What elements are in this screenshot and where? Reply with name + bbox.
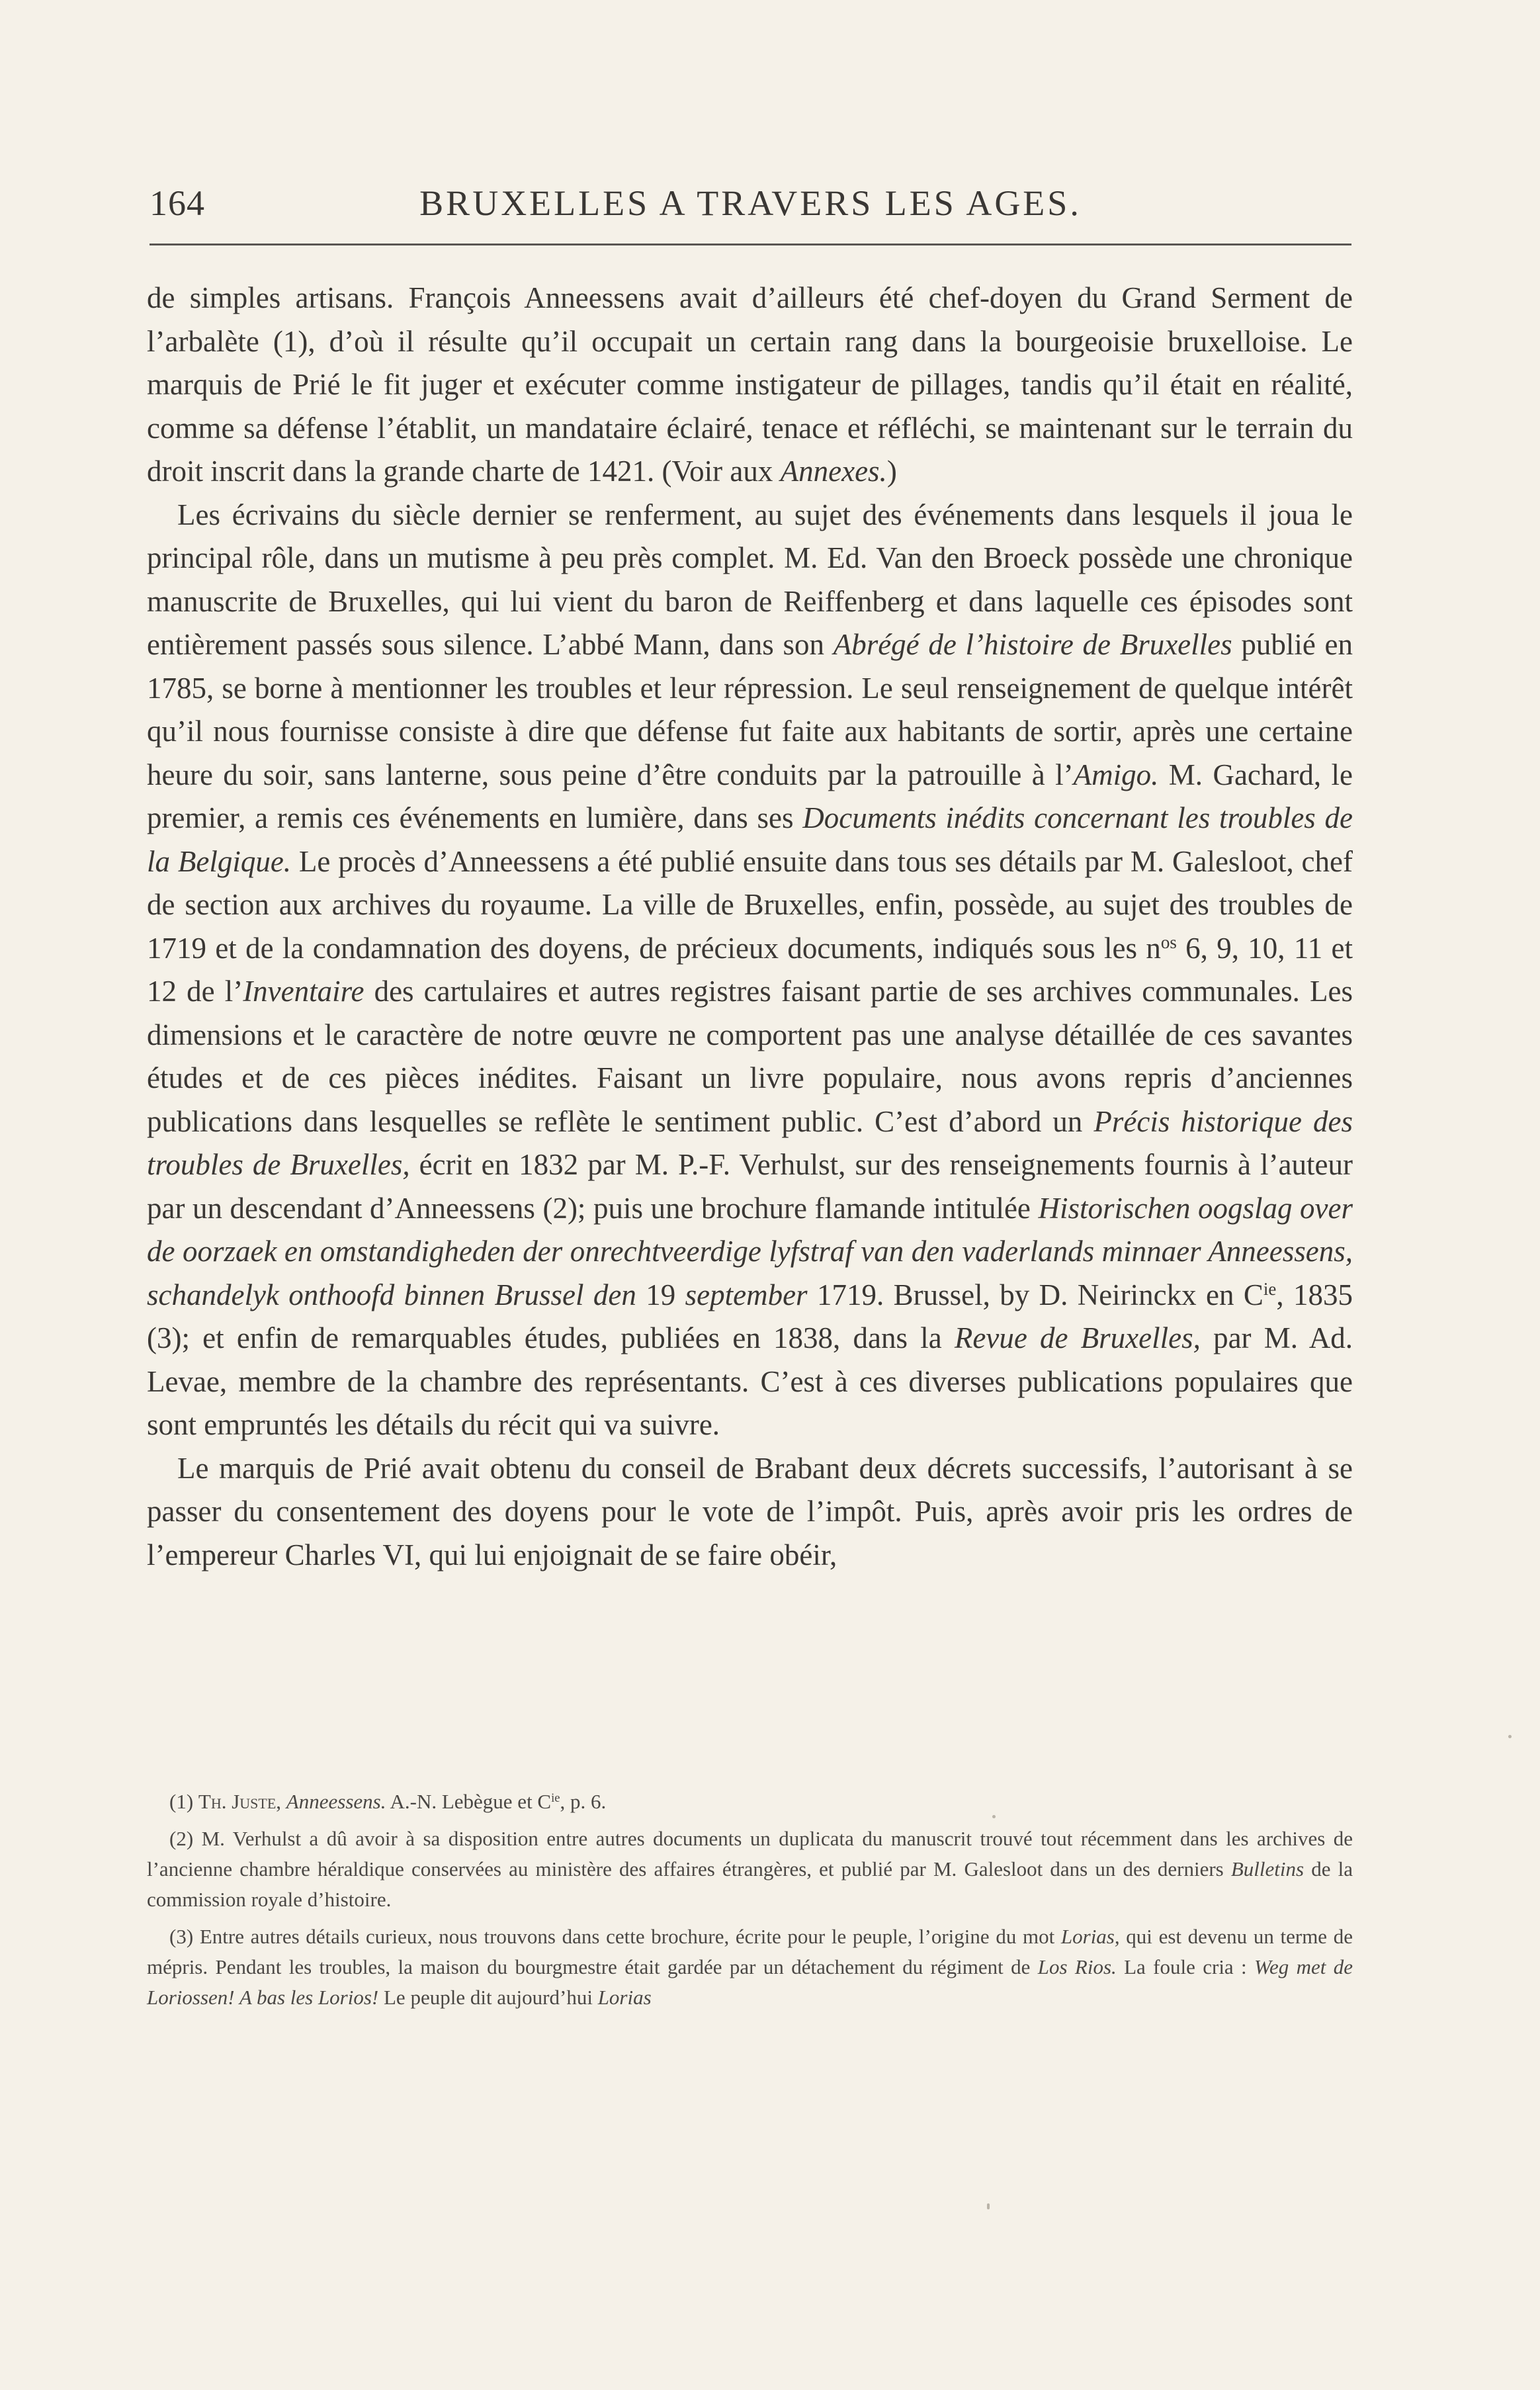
italic-span: Bulletins [1230, 1857, 1305, 1881]
superscript: ie [551, 1791, 560, 1805]
paper-speck [1508, 1735, 1512, 1738]
superscript: os [1160, 932, 1177, 952]
footnote-number: (3) [169, 1925, 194, 1948]
text-span: , p. 6. [560, 1790, 607, 1813]
footnote-number: (2) [169, 1827, 194, 1850]
text-span: 19 [636, 1278, 685, 1311]
text-span: A.-N. Lebègue et C [386, 1790, 552, 1813]
text-span: Entre autres détails curieux, nous trouvons dans cette brochure, écrite pour le peuple, l’origine du mot [199, 1925, 1061, 1948]
italic-span: Précis historique des troubles de Bruxelles, [147, 1104, 1353, 1181]
text-span: de simples artisans. François Anneessens avait d’ailleurs été chef-doyen du Grand Serment de l’arbalète (1), d’où il résulte qu’il occupait un certain rang dans la bourgeoisie bruxelloise. Le marquis de Prié le fit juger et exécuter comme instigateur de pillages, tandis qu’il était en réalité, comme sa défense l’établit, un mandataire éclairé, tenace et réfléchi, se maintenant sur le terrain du droit inscrit dans la grande charte de 1421. (Voir aux [147, 281, 1353, 488]
text-span: Le peuple dit aujourd’hui [378, 1986, 598, 2009]
italic-span: Historischen oogslag over de oorzaek en omstandigheden der onrechtveerdige lyfstraf van den vaderlands minnaer Anneessens, schandelyk onthoofd binnen Brussel den [147, 1191, 1353, 1311]
body-text [147, 277, 1353, 1577]
italic-span: Anneessens. [286, 1790, 386, 1813]
italic-span: Amigo. [1073, 758, 1159, 791]
paragraph-2 [147, 494, 1353, 1447]
paper-speck [992, 1815, 996, 1818]
text-span: , 1835 (3); et enfin de remarquables études, publiées en 1838, dans la [147, 1278, 1353, 1354]
italic-span: Revue de Bruxelles, [954, 1321, 1201, 1354]
italic-span: Weg met de Loriossen! A bas les Lorios! [147, 1955, 1353, 2009]
text-span: Le procès d’Anneessens a été publié ensuite dans tous ses détails par M. Galesloot, chef de section aux archives du royaume. La ville de Bruxelles, enfin, possède, au sujet des troubles de 1719 et de la condamnation des doyens, de précieux documents, indiqués sous les n [147, 844, 1353, 965]
footnote-number: (1) [169, 1790, 194, 1813]
page-number: 164 [150, 183, 205, 223]
italic-span: Los Rios. [1037, 1955, 1117, 1978]
paragraph-1 [147, 277, 1353, 494]
text-span: qui est devenu un terme de mépris. Pendant les troubles, la maison du bourgmestre était gardée par un détachement du régiment de [147, 1925, 1353, 1978]
footnote-2 [147, 1824, 1353, 1915]
footnote-author: Th. Juste, [198, 1790, 282, 1813]
text-span: 1719. Brussel, by D. Neirinckx en C [807, 1278, 1263, 1311]
text-span: M. Verhulst a dû avoir à sa disposition entre autres documents un duplicata du manuscrit trouvé tout récemment dans les archives de l’ancienne chambre héraldique conservées au ministère des affaires étrangères, et publié par M. Galesloot dans un des derniers [147, 1827, 1353, 1881]
italic-span: Annexes. [780, 455, 887, 488]
text-span: Les écrivains du siècle dernier se renferment, au sujet des événements dans lesquels il joua le principal rôle, dans un mutisme à peu près complet. M. Ed. Van den Broeck possède une chronique manuscrite de Bruxelles, qui lui vient du baron de Reiffenberg et dans laquelle ces épisodes sont entièrement passés sous silence. L’abbé Mann, dans son [147, 498, 1353, 661]
italic-span: Documents inédits concernant les troubles de la Belgique. [147, 801, 1353, 878]
text-span: Le marquis de Prié avait obtenu du conseil de Brabant deux décrets successifs, l’autorisant à se passer du consentement des doyens pour le vote de l’impôt. Puis, après avoir pris les ordres de l’empereur Charles VI, qui lui enjoignait de se faire obéir, [147, 1451, 1353, 1571]
italic-span: Lorias [597, 1986, 652, 2009]
header-rule [150, 243, 1351, 245]
italic-span: Abrégé de l’histoire de Bruxelles [833, 628, 1232, 661]
italic-span: Lorias, [1060, 1925, 1120, 1948]
page-header [150, 177, 1351, 237]
running-title: BRUXELLES A TRAVERS LES AGES. [419, 183, 1082, 223]
footnote-3 [147, 1922, 1353, 2013]
text-span: des cartulaires et autres registres faisant partie de ses archives communales. Les dimensions et le caractère de notre œuvre ne comportent pas une analyse détaillée de ces savantes études et de ces pièces inédites. Faisant un livre populaire, nous avons repris d’anciennes publications dans lesquelles se reflète le sentiment public. C’est d’abord un [147, 975, 1353, 1138]
paragraph-3 [147, 1447, 1353, 1577]
text-span: par M. Ad. Levae, membre de la chambre des représentants. C’est à ces diverses publications populaires que sont empruntés les détails du récit qui va suivre. [147, 1321, 1353, 1441]
text-span: M. Gachard, le premier, a remis ces événements en lumière, dans ses [147, 758, 1353, 834]
superscript: ie [1263, 1278, 1277, 1299]
text-span: publié en 1785, se borne à mentionner les troubles et leur répression. Le seul renseignement de quelque intérêt qu’il nous fournisse consiste à dire que défense fut faite aux habitants de sortir, après une certaine heure du soir, sans lanterne, sous peine d’être conduits par la patrouille à l’ [147, 628, 1353, 791]
italic-span: Inventaire [243, 975, 364, 1008]
text-span: écrit en 1832 par M. P.-F. Verhulst, sur des renseignements fournis à l’auteur par un descendant d’Anneessens (2); puis une brochure flamande intitulée [147, 1148, 1353, 1225]
text-span: 6, 9, 10, 11 et 12 de l’ [147, 931, 1353, 1008]
italic-span: september [685, 1278, 808, 1311]
footnotes [147, 1787, 1353, 2019]
text-span: La foule cria : [1116, 1955, 1255, 1978]
paper-speck [987, 2203, 990, 2209]
text-span: de la commission royale d’histoire. [147, 1857, 1353, 1911]
footnote-1 [147, 1787, 1353, 1817]
text-span: ) [886, 455, 897, 488]
